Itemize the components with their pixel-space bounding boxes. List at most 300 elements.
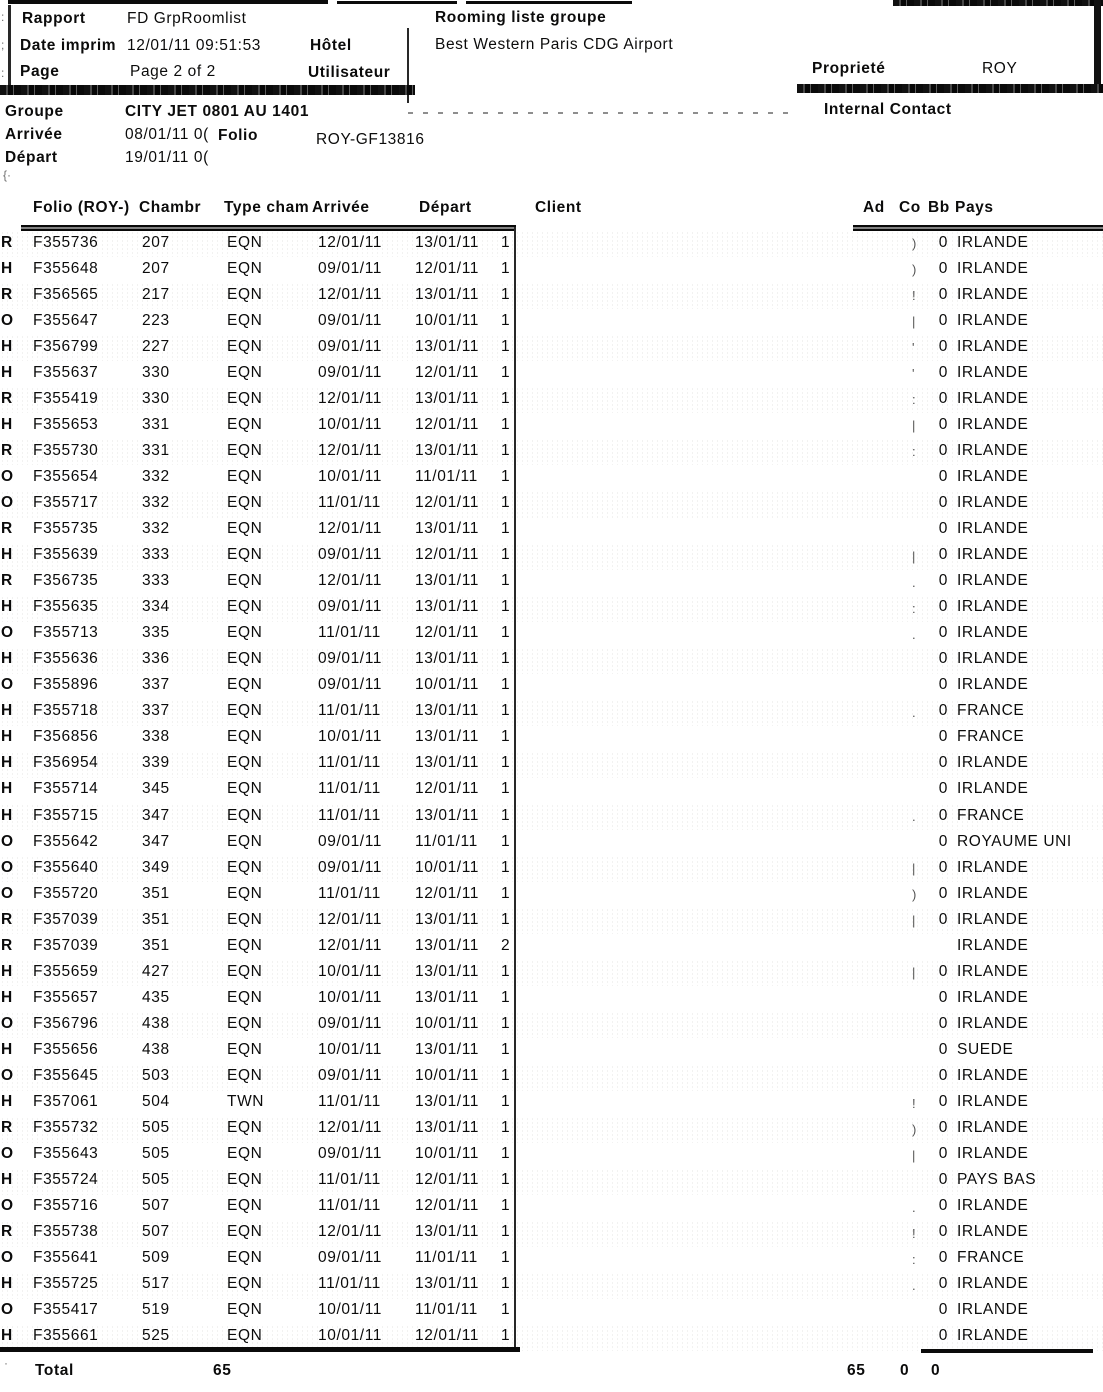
row-country: IRLANDE bbox=[957, 337, 1029, 355]
row-arrival-date: 11/01/11 bbox=[318, 1171, 381, 1189]
scan-artifact: ; bbox=[1, 38, 5, 52]
table-row bbox=[0, 1038, 1103, 1064]
row-bb-count: 0 bbox=[938, 1119, 948, 1137]
row-room-number: 347 bbox=[142, 832, 170, 850]
row-folio: F355419 bbox=[33, 389, 99, 407]
row-folio: F356565 bbox=[33, 285, 99, 303]
row-adult-count: 1 bbox=[501, 676, 511, 694]
row-arrival-date: 09/01/11 bbox=[318, 259, 382, 277]
row-bb-count: 0 bbox=[938, 493, 948, 511]
row-country: IRLANDE bbox=[957, 676, 1029, 694]
row-folio: F355659 bbox=[33, 962, 99, 980]
scan-artifact bbox=[408, 112, 793, 114]
row-country: IRLANDE bbox=[957, 754, 1029, 772]
scan-artifact-mark: . bbox=[912, 809, 917, 825]
row-letter: H bbox=[1, 650, 13, 668]
row-country: IRLANDE bbox=[957, 910, 1029, 928]
table-row bbox=[0, 1221, 1103, 1247]
row-adult-count: 2 bbox=[501, 936, 511, 954]
row-arrival-date: 12/01/11 bbox=[318, 389, 382, 407]
row-bb-count: 0 bbox=[938, 1040, 948, 1058]
row-bb-count: 0 bbox=[938, 467, 948, 485]
table-row bbox=[0, 934, 1103, 960]
row-room-number: 207 bbox=[142, 233, 170, 251]
row-adult-count: 1 bbox=[501, 1145, 511, 1163]
table-row bbox=[0, 1065, 1103, 1091]
scan-artifact-mark: ) bbox=[912, 887, 917, 903]
scan-artifact-mark: . bbox=[912, 704, 917, 720]
row-folio: F356735 bbox=[33, 572, 99, 590]
scan-artifact-mark: | bbox=[912, 861, 916, 877]
row-letter: R bbox=[1, 1119, 13, 1137]
row-country: ROYAUME UNI bbox=[957, 832, 1072, 850]
scan-artifact bbox=[8, 5, 11, 86]
row-adult-count: 1 bbox=[501, 988, 511, 1006]
col-children: Co bbox=[899, 199, 921, 216]
row-folio: F355642 bbox=[33, 832, 99, 850]
row-letter: O bbox=[1, 1301, 14, 1319]
row-arrival-date: 09/01/11 bbox=[318, 676, 382, 694]
row-bb-count: 0 bbox=[938, 1171, 948, 1189]
row-arrival-date: 12/01/11 bbox=[318, 1223, 382, 1241]
print-date-value: 12/01/11 09:51:53 bbox=[127, 37, 262, 54]
row-arrival-date: 11/01/11 bbox=[318, 493, 381, 511]
row-country: IRLANDE bbox=[957, 988, 1029, 1006]
row-adult-count: 1 bbox=[501, 1119, 511, 1137]
row-bb-count: 0 bbox=[938, 1327, 948, 1345]
row-adult-count: 1 bbox=[501, 1301, 511, 1319]
row-letter: O bbox=[1, 1067, 14, 1084]
row-room-type: EQN bbox=[227, 936, 263, 954]
row-country: IRLANDE bbox=[957, 884, 1029, 902]
row-adult-count: 1 bbox=[501, 493, 511, 511]
row-arrival-date: 09/01/11 bbox=[318, 1145, 382, 1163]
row-country: IRLANDE bbox=[957, 1223, 1029, 1241]
table-row bbox=[0, 231, 1103, 257]
row-room-type: EQN bbox=[227, 285, 263, 303]
row-folio: F355656 bbox=[33, 1040, 99, 1058]
table-body bbox=[0, 231, 1103, 1351]
internal-contact-label: Internal Contact bbox=[824, 101, 952, 118]
row-departure-date: 13/01/11 bbox=[415, 389, 479, 407]
row-arrival-date: 09/01/11 bbox=[318, 546, 382, 564]
table-row bbox=[0, 986, 1103, 1012]
folio-value: ROY-GF13816 bbox=[316, 131, 425, 148]
row-room-type: EQN bbox=[227, 467, 263, 485]
row-room-type: EQN bbox=[227, 1171, 263, 1189]
row-departure-date: 10/01/11 bbox=[415, 1145, 479, 1163]
row-room-type: EQN bbox=[227, 780, 263, 798]
row-letter: R bbox=[1, 233, 13, 251]
scan-artifact bbox=[337, 1, 457, 4]
row-room-type: EQN bbox=[227, 233, 263, 251]
row-adult-count: 1 bbox=[501, 259, 511, 277]
table-row bbox=[0, 726, 1103, 752]
row-country: IRLANDE bbox=[957, 624, 1029, 642]
row-room-number: 337 bbox=[142, 676, 170, 694]
row-letter: O bbox=[1, 1249, 14, 1267]
table-row bbox=[0, 596, 1103, 622]
row-letter: O bbox=[1, 1197, 14, 1215]
row-departure-date: 10/01/11 bbox=[415, 1067, 479, 1084]
row-arrival-date: 09/01/11 bbox=[318, 311, 382, 329]
scan-artifact-mark: ) bbox=[912, 1121, 917, 1137]
row-room-number: 505 bbox=[142, 1145, 170, 1163]
row-folio: F357039 bbox=[33, 936, 99, 954]
table-row bbox=[0, 309, 1103, 335]
row-country: IRLANDE bbox=[957, 285, 1029, 303]
row-room-type: TWN bbox=[227, 1093, 265, 1111]
row-room-type: EQN bbox=[227, 1119, 263, 1137]
row-adult-count: 1 bbox=[501, 1067, 511, 1084]
row-departure-date: 13/01/11 bbox=[415, 233, 479, 251]
row-departure-date: 12/01/11 bbox=[415, 1171, 479, 1189]
row-arrival-date: 11/01/11 bbox=[318, 624, 381, 642]
row-letter: O bbox=[1, 1145, 14, 1163]
row-country: IRLANDE bbox=[957, 520, 1029, 538]
row-letter: H bbox=[1, 806, 13, 824]
row-departure-date: 11/01/11 bbox=[415, 1301, 478, 1319]
row-folio: F355713 bbox=[33, 624, 99, 642]
table-row bbox=[0, 257, 1103, 283]
row-bb-count: 0 bbox=[938, 1301, 948, 1319]
table-row bbox=[0, 1143, 1103, 1169]
header-divider-bar bbox=[0, 85, 415, 95]
row-room-type: EQN bbox=[227, 1249, 263, 1267]
row-letter: O bbox=[1, 493, 14, 511]
row-letter: H bbox=[1, 962, 13, 980]
table-row bbox=[0, 1299, 1103, 1325]
row-bb-count: 0 bbox=[938, 337, 948, 355]
row-room-number: 332 bbox=[142, 493, 170, 511]
scan-artifact-mark: . bbox=[912, 626, 917, 642]
row-room-type: EQN bbox=[227, 884, 263, 902]
departure-label: Départ bbox=[5, 149, 58, 166]
scan-artifact-mark: ! bbox=[912, 1225, 917, 1241]
row-arrival-date: 10/01/11 bbox=[318, 962, 382, 980]
row-letter: H bbox=[1, 259, 13, 277]
row-departure-date: 13/01/11 bbox=[415, 702, 479, 720]
row-bb-count: 0 bbox=[938, 1223, 948, 1241]
row-room-type: EQN bbox=[227, 728, 263, 746]
row-country: IRLANDE bbox=[957, 1301, 1029, 1319]
row-letter: O bbox=[1, 624, 14, 642]
row-room-type: EQN bbox=[227, 676, 263, 694]
row-bb-count: 0 bbox=[938, 572, 948, 590]
scan-artifact: : bbox=[1, 10, 5, 24]
row-folio: F356799 bbox=[33, 337, 99, 355]
table-row bbox=[0, 1247, 1103, 1273]
row-room-number: 330 bbox=[142, 363, 170, 381]
row-departure-date: 13/01/11 bbox=[415, 1275, 479, 1293]
row-room-type: EQN bbox=[227, 962, 263, 980]
row-adult-count: 1 bbox=[501, 337, 511, 355]
row-room-number: 438 bbox=[142, 1014, 170, 1032]
table-row bbox=[0, 908, 1103, 934]
row-room-number: 339 bbox=[142, 754, 170, 772]
row-bb-count: 0 bbox=[938, 285, 948, 303]
row-departure-date: 12/01/11 bbox=[415, 884, 479, 902]
total-label: Total bbox=[35, 1362, 74, 1379]
row-departure-date: 12/01/11 bbox=[415, 1197, 479, 1215]
row-adult-count: 1 bbox=[501, 233, 511, 251]
folio-label: Folio bbox=[218, 127, 259, 144]
table-row bbox=[0, 1273, 1103, 1299]
row-country: IRLANDE bbox=[957, 1067, 1029, 1084]
row-room-type: EQN bbox=[227, 754, 263, 772]
row-departure-date: 11/01/11 bbox=[415, 832, 478, 850]
row-room-type: EQN bbox=[227, 1327, 263, 1345]
row-letter: H bbox=[1, 728, 13, 746]
row-arrival-date: 11/01/11 bbox=[318, 754, 381, 772]
row-bb-count: 0 bbox=[938, 754, 948, 772]
user-label: Utilisateur bbox=[308, 64, 391, 81]
scan-artifact-mark: : bbox=[912, 444, 917, 460]
scan-artifact-mark: | bbox=[912, 1147, 916, 1163]
col-client: Client bbox=[535, 199, 582, 216]
row-bb-count: 0 bbox=[938, 910, 948, 928]
row-folio: F355717 bbox=[33, 493, 99, 511]
table-row bbox=[0, 361, 1103, 387]
table-row bbox=[0, 1012, 1103, 1038]
row-country: IRLANDE bbox=[957, 1014, 1029, 1032]
row-departure-date: 12/01/11 bbox=[415, 493, 479, 511]
scan-artifact-mark: . bbox=[912, 574, 917, 590]
row-room-type: EQN bbox=[227, 389, 263, 407]
row-room-number: 333 bbox=[142, 572, 170, 590]
row-folio: F355716 bbox=[33, 1197, 99, 1215]
scan-artifact-mark: | bbox=[912, 314, 916, 330]
row-departure-date: 10/01/11 bbox=[415, 1014, 479, 1032]
row-letter: R bbox=[1, 572, 13, 590]
table-row bbox=[0, 752, 1103, 778]
row-adult-count: 1 bbox=[501, 467, 511, 485]
row-country: IRLANDE bbox=[957, 962, 1029, 980]
table-row bbox=[0, 830, 1103, 856]
row-bb-count: 0 bbox=[938, 415, 948, 433]
row-departure-date: 12/01/11 bbox=[415, 259, 479, 277]
row-room-number: 435 bbox=[142, 988, 170, 1006]
row-room-number: 509 bbox=[142, 1249, 170, 1267]
row-room-type: EQN bbox=[227, 337, 263, 355]
row-arrival-date: 10/01/11 bbox=[318, 415, 382, 433]
row-adult-count: 1 bbox=[501, 363, 511, 381]
row-arrival-date: 12/01/11 bbox=[318, 233, 382, 251]
row-arrival-date: 11/01/11 bbox=[318, 1275, 381, 1293]
row-bb-count: 0 bbox=[938, 259, 948, 277]
row-room-type: EQN bbox=[227, 520, 263, 538]
row-departure-date: 13/01/11 bbox=[415, 441, 479, 459]
row-room-type: EQN bbox=[227, 702, 263, 720]
row-country: IRLANDE bbox=[957, 858, 1029, 876]
table-row bbox=[0, 387, 1103, 413]
row-folio: F356954 bbox=[33, 754, 99, 772]
row-room-type: EQN bbox=[227, 1014, 263, 1032]
row-arrival-date: 10/01/11 bbox=[318, 728, 382, 746]
row-adult-count: 1 bbox=[501, 1223, 511, 1241]
row-room-number: 519 bbox=[142, 1301, 170, 1319]
row-bb-count: 0 bbox=[938, 1197, 948, 1215]
row-folio: F355643 bbox=[33, 1145, 99, 1163]
row-room-type: EQN bbox=[227, 650, 263, 668]
scan-artifact: {· bbox=[3, 168, 12, 182]
row-bb-count: 0 bbox=[938, 676, 948, 694]
row-folio: F356796 bbox=[33, 1014, 99, 1032]
row-departure-date: 13/01/11 bbox=[415, 650, 479, 668]
row-country: IRLANDE bbox=[957, 1275, 1029, 1293]
scan-artifact-mark: : bbox=[912, 600, 917, 616]
row-country: IRLANDE bbox=[957, 493, 1029, 511]
row-folio: F355639 bbox=[33, 546, 99, 564]
table-row bbox=[0, 778, 1103, 804]
row-room-type: EQN bbox=[227, 910, 263, 928]
row-letter: H bbox=[1, 598, 13, 616]
row-departure-date: 11/01/11 bbox=[415, 467, 478, 485]
report-label: Rapport bbox=[22, 10, 86, 27]
row-departure-date: 12/01/11 bbox=[415, 546, 479, 564]
row-bb-count: 0 bbox=[938, 884, 948, 902]
row-bb-count: 0 bbox=[938, 728, 948, 746]
row-adult-count: 1 bbox=[501, 285, 511, 303]
row-folio: F356856 bbox=[33, 728, 99, 746]
report-value: FD GrpRoomlist bbox=[127, 10, 247, 27]
col-country: Pays bbox=[955, 199, 994, 216]
row-folio: F355661 bbox=[33, 1327, 99, 1345]
row-arrival-date: 12/01/11 bbox=[318, 910, 382, 928]
scan-artifact-mark: | bbox=[912, 965, 916, 981]
row-country: IRLANDE bbox=[957, 546, 1029, 564]
row-departure-date: 13/01/11 bbox=[415, 1093, 479, 1111]
row-letter: O bbox=[1, 858, 14, 876]
row-arrival-date: 09/01/11 bbox=[318, 363, 382, 381]
row-room-type: EQN bbox=[227, 441, 263, 459]
row-departure-date: 13/01/11 bbox=[415, 962, 479, 980]
row-adult-count: 1 bbox=[501, 1040, 511, 1058]
row-room-number: 351 bbox=[142, 936, 170, 954]
table-row bbox=[0, 622, 1103, 648]
row-adult-count: 1 bbox=[501, 1197, 511, 1215]
row-letter: H bbox=[1, 754, 13, 772]
row-adult-count: 1 bbox=[501, 311, 511, 329]
row-letter: H bbox=[1, 1093, 13, 1111]
row-letter: O bbox=[1, 1014, 14, 1032]
total-rooms-value: 65 bbox=[213, 1362, 232, 1379]
row-departure-date: 10/01/11 bbox=[415, 676, 479, 694]
table-row bbox=[0, 960, 1103, 986]
row-letter: H bbox=[1, 363, 13, 381]
col-folio: Folio (ROY-) bbox=[33, 199, 130, 216]
scan-artifact bbox=[893, 0, 1103, 6]
row-folio: F355640 bbox=[33, 858, 99, 876]
table-row bbox=[0, 335, 1103, 361]
total-children-value: 0 bbox=[900, 1362, 910, 1379]
row-bb-count: 0 bbox=[938, 1145, 948, 1163]
row-adult-count: 1 bbox=[501, 1093, 511, 1111]
table-row bbox=[0, 700, 1103, 726]
row-arrival-date: 09/01/11 bbox=[318, 598, 382, 616]
row-country: PAYS BAS bbox=[957, 1171, 1037, 1189]
row-country: IRLANDE bbox=[957, 598, 1029, 616]
row-bb-count: 0 bbox=[938, 233, 948, 251]
row-arrival-date: 11/01/11 bbox=[318, 1197, 381, 1215]
row-arrival-date: 09/01/11 bbox=[318, 650, 382, 668]
row-room-number: 517 bbox=[142, 1275, 170, 1293]
row-room-number: 331 bbox=[142, 441, 170, 459]
row-letter: R bbox=[1, 285, 13, 303]
row-folio: F355648 bbox=[33, 259, 99, 277]
row-departure-date: 12/01/11 bbox=[415, 780, 479, 798]
row-adult-count: 1 bbox=[501, 754, 511, 772]
row-bb-count: 0 bbox=[938, 702, 948, 720]
table-row bbox=[0, 648, 1103, 674]
row-country: SUEDE bbox=[957, 1040, 1014, 1058]
row-letter: H bbox=[1, 780, 13, 798]
row-room-type: EQN bbox=[227, 363, 263, 381]
row-room-number: 351 bbox=[142, 884, 170, 902]
row-folio: F355738 bbox=[33, 1223, 99, 1241]
row-country: FRANCE bbox=[957, 702, 1025, 720]
row-room-number: 336 bbox=[142, 650, 170, 668]
row-room-type: EQN bbox=[227, 1040, 263, 1058]
row-bb-count: 0 bbox=[938, 1093, 948, 1111]
row-room-number: 438 bbox=[142, 1040, 170, 1058]
row-folio: F355714 bbox=[33, 780, 99, 798]
scan-artifact-mark: ) bbox=[912, 236, 917, 251]
row-room-number: 503 bbox=[142, 1067, 170, 1084]
row-departure-date: 12/01/11 bbox=[415, 363, 479, 381]
row-arrival-date: 11/01/11 bbox=[318, 884, 381, 902]
row-arrival-date: 09/01/11 bbox=[318, 1249, 382, 1267]
row-room-type: EQN bbox=[227, 1223, 263, 1241]
scan-artifact-mark: ! bbox=[912, 1095, 917, 1111]
row-arrival-date: 10/01/11 bbox=[318, 1301, 382, 1319]
row-bb-count: 0 bbox=[938, 858, 948, 876]
row-arrival-date: 11/01/11 bbox=[318, 780, 381, 798]
row-letter: H bbox=[1, 702, 13, 720]
row-room-type: EQN bbox=[227, 1275, 263, 1293]
row-adult-count: 1 bbox=[501, 389, 511, 407]
row-room-number: 330 bbox=[142, 389, 170, 407]
row-bb-count: 0 bbox=[938, 389, 948, 407]
row-departure-date: 13/01/11 bbox=[415, 1223, 479, 1241]
table-row bbox=[0, 518, 1103, 544]
row-departure-date: 11/01/11 bbox=[415, 1249, 478, 1267]
row-departure-date: 13/01/11 bbox=[415, 806, 479, 824]
row-room-type: EQN bbox=[227, 1301, 263, 1319]
row-departure-date: 13/01/11 bbox=[415, 1119, 479, 1137]
scan-artifact bbox=[1094, 0, 1101, 93]
row-arrival-date: 10/01/11 bbox=[318, 1327, 382, 1345]
property-value: ROY bbox=[982, 60, 1018, 77]
row-arrival-date: 11/01/11 bbox=[318, 806, 381, 824]
row-room-number: 345 bbox=[142, 780, 170, 798]
row-adult-count: 1 bbox=[501, 806, 511, 824]
row-folio: F355896 bbox=[33, 676, 99, 694]
total-adults-value: 65 bbox=[847, 1362, 866, 1379]
row-adult-count: 1 bbox=[501, 780, 511, 798]
col-babies: Bb bbox=[928, 199, 950, 216]
row-room-type: EQN bbox=[227, 832, 263, 850]
row-folio: F355657 bbox=[33, 988, 99, 1006]
table-row bbox=[0, 413, 1103, 439]
row-departure-date: 13/01/11 bbox=[415, 520, 479, 538]
scan-artifact-mark: | bbox=[912, 913, 916, 929]
row-room-type: EQN bbox=[227, 1067, 263, 1084]
row-arrival-date: 10/01/11 bbox=[318, 1040, 382, 1058]
row-folio: F357039 bbox=[33, 910, 99, 928]
row-country: IRLANDE bbox=[957, 1093, 1029, 1111]
row-bb-count: 0 bbox=[938, 624, 948, 642]
